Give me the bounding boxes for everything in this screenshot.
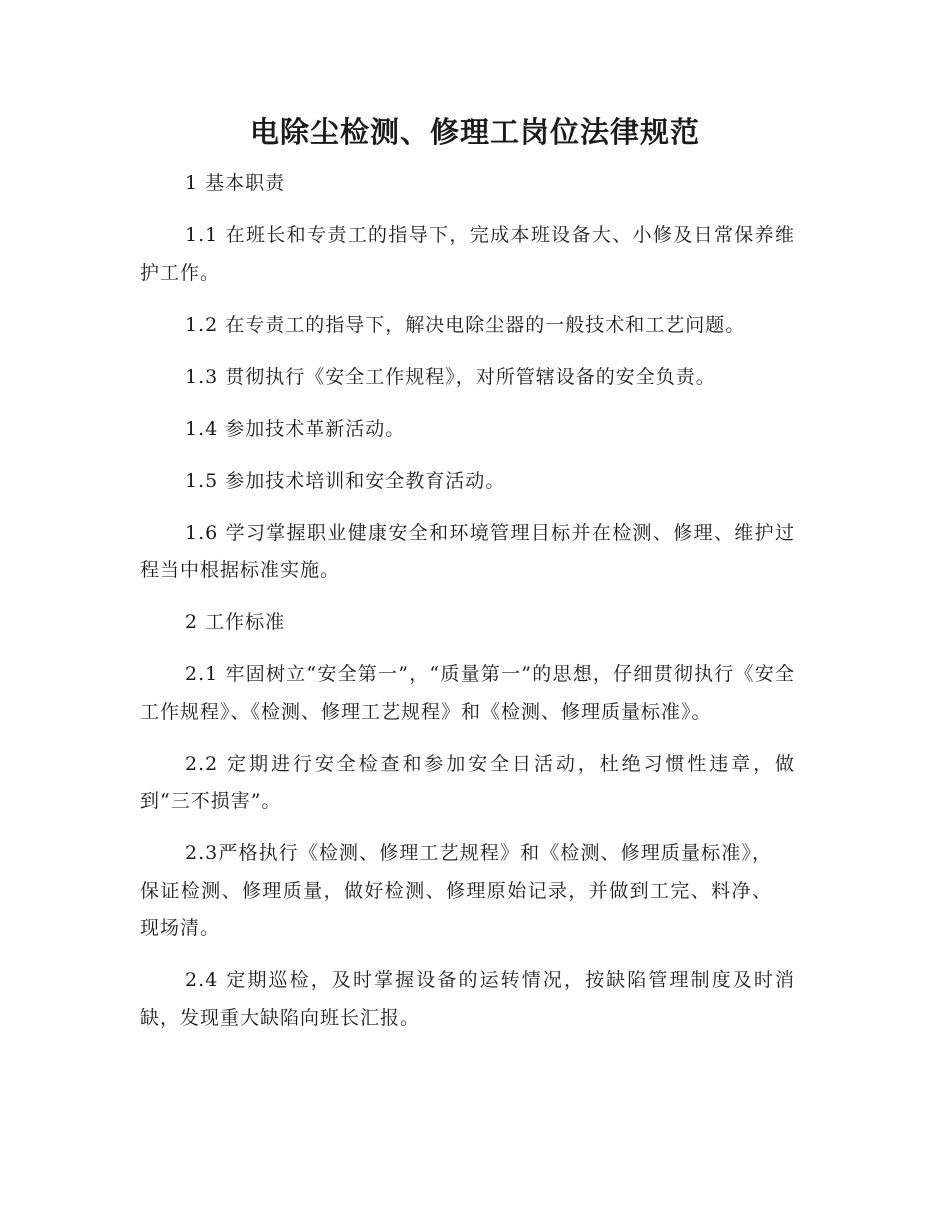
document-title: 电除尘检测、修理工岗位法律规范	[249, 115, 700, 149]
section-heading-work-standards: 2 工作标准	[185, 611, 286, 633]
paragraph-2-3: 2.3严格执行《检测、修理工艺规程》和《检测、修理质量标准》，保证检测、修理质量，做好检测、修理原始记录，并做到工完、料净、现场清。	[140, 842, 772, 939]
paragraph-1-6: 1.6 学习掌握职业健康安全和环境管理目标并在检测、修理、维护过程当中根据标准实施。	[140, 521, 795, 581]
section-heading-basic-duties: 1 基本职责	[185, 172, 286, 194]
document-body	[140, 165, 795, 1052]
paragraph-2-2: 2.2 定期进行安全检查和参加安全日活动，杜绝习惯性违章，做到“三不损害”。	[140, 752, 795, 812]
paragraph-1-5: 1.5 参加技术培训和安全教育活动。	[185, 469, 506, 492]
paragraph-2-1: 2.1 牢固树立“安全第一”，“质量第一”的思想，仔细贯彻执行《安全工作规程》、《检测、修理工艺规程》和《检测、修理质量标准》。	[140, 663, 795, 723]
paragraph-1-2: 1.2 在专责工的指导下，解决电除尘器的一般技术和工艺问题。	[185, 313, 746, 336]
paragraph-2-4: 2.4 定期巡检，及时掌握设备的运转情况，按缺陷管理制度及时消缺，发现重大缺陷向班长汇报。	[140, 969, 795, 1029]
paragraph-1-4: 1.4 参加技术革新活动。	[185, 417, 406, 440]
paragraph-1-3: 1.3 贯彻执行《安全工作规程》，对所管辖设备的安全负责。	[185, 365, 716, 388]
paragraph-1-1: 1.1 在班长和专责工的指导下，完成本班设备大、小修及日常保养维护工作。	[140, 224, 795, 284]
